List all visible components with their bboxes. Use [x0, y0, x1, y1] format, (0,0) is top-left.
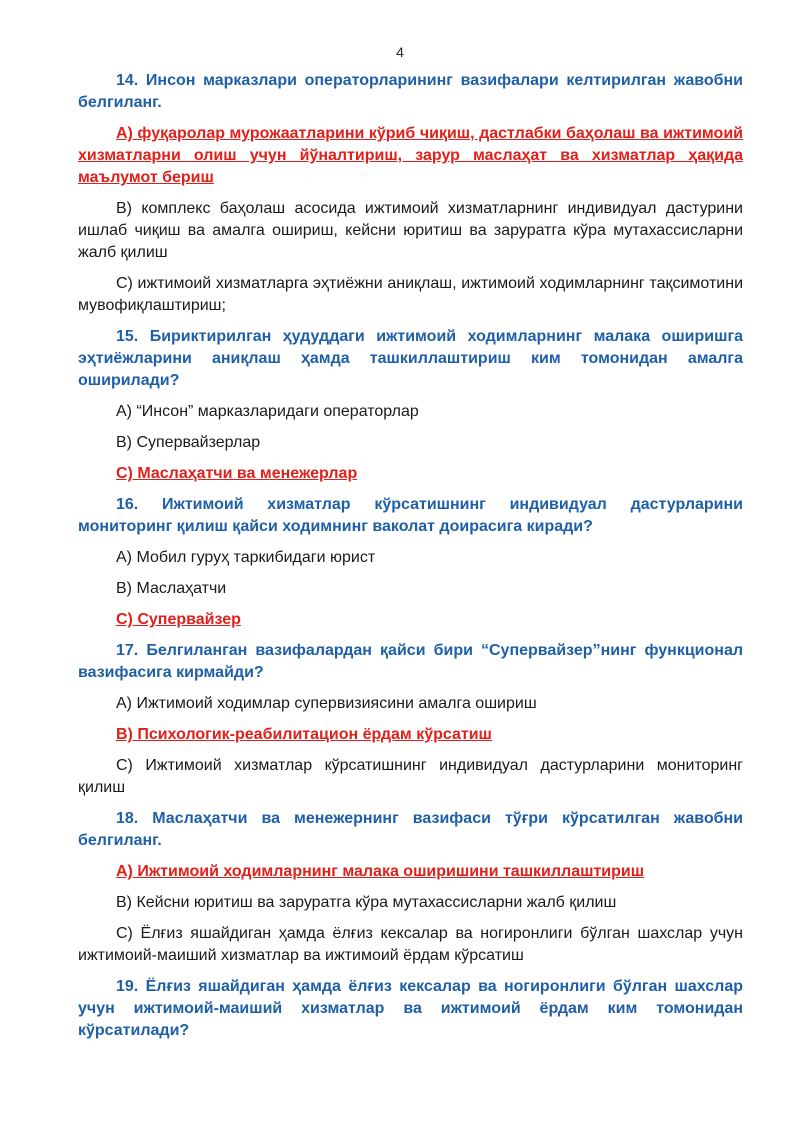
answer-14-b: B) комплекс баҳолаш асосида ижтимоий хизматларнинг индивидуал дастурини ишлаб чиқиш ва амалга ошириш, кейсни юритиш ва заруратга кўра мутахассисларни жалб қилиш	[78, 200, 743, 261]
answer-14-c: C) ижтимоий хизматларга эҳтиёжни аниқлаш, ижтимоий ходимларнинг тақсимотини мувофиқлаштириш;	[78, 275, 743, 314]
answer-18-a-correct: A) Ижтимоий ходимларнинг малака оширишини ташкиллаштириш	[116, 863, 645, 880]
question-17: 17. Белгиланган вазифалардан қайси бири “Супервайзер”нинг функционал вазифасига кирмайди?	[78, 642, 743, 681]
answer-17-a: A) Ижтимоий ходимлар супервизиясини амалга ошириш	[116, 695, 537, 712]
answer-15-c-correct: C) Маслаҳатчи ва менежерлар	[116, 465, 358, 482]
answer-15-b: B) Супервайзерлар	[116, 434, 261, 451]
question-16: 16. Ижтимоий хизматлар кўрсатишнинг индивидуал дастурларини мониторинг қилиш қайси ходимнинг ваколат доирасига киради?	[78, 496, 743, 535]
question-15: 15. Бириктирилган ҳудуддаги ижтимоий ходимларнинг малака оширишга эҳтиёжларини аниқлаш ҳамда ташкиллаштириш ким томонидан амалга оширилади?	[78, 328, 743, 389]
question-14: 14. Инсон марказлари операторларининг вазифалари келтирилган жавобни белгиланг.	[78, 72, 743, 111]
answer-16-a: A) Мобил гуруҳ таркибидаги юрист	[116, 549, 376, 566]
answer-18-c: C) Ёлғиз яшайдиган ҳамда ёлғиз кексалар ва ногиронлиги бўлган шахслар учун ижтимоий-маиший хизматлар ва ижтимоий ёрдам кўрсатиш	[78, 925, 743, 964]
answer-17-c: C) Ижтимоий хизматлар кўрсатишнинг индивидуал дастурларини мониторинг қилиш	[78, 757, 743, 796]
page-number: 4	[396, 44, 404, 60]
answer-16-c-correct: C) Супервайзер	[116, 611, 241, 628]
question-18: 18. Маслаҳатчи ва менежернинг вазифаси тўғри кўрсатилган жавобни белгиланг.	[78, 810, 743, 849]
answer-17-b-correct: B) Психологик-реабилитацион ёрдам кўрсатиш	[116, 726, 492, 743]
answer-16-b: B) Маслаҳатчи	[116, 580, 227, 597]
answer-14-a-correct: A) фуқаролар мурожаатларини кўриб чиқиш, дастлабки баҳолаш ва ижтимоий хизматларни олиш учун йўналтириш, зарур маслаҳат ва хизматлар ҳақида маълумот бериш	[78, 125, 743, 186]
question-19: 19. Ёлғиз яшайдиган ҳамда ёлғиз кексалар ва ногиронлиги бўлган шахслар учун ижтимоий-маиший хизматлар ва ижтимоий ёрдам ким томонидан кўрсатилади?	[78, 978, 743, 1039]
answer-15-a: A) “Инсон” марказларидаги операторлар	[116, 403, 419, 420]
answer-18-b: B) Кейсни юритиш ва заруратга кўра мутахассисларни жалб қилиш	[116, 894, 617, 911]
quiz-content	[78, 70, 743, 1051]
